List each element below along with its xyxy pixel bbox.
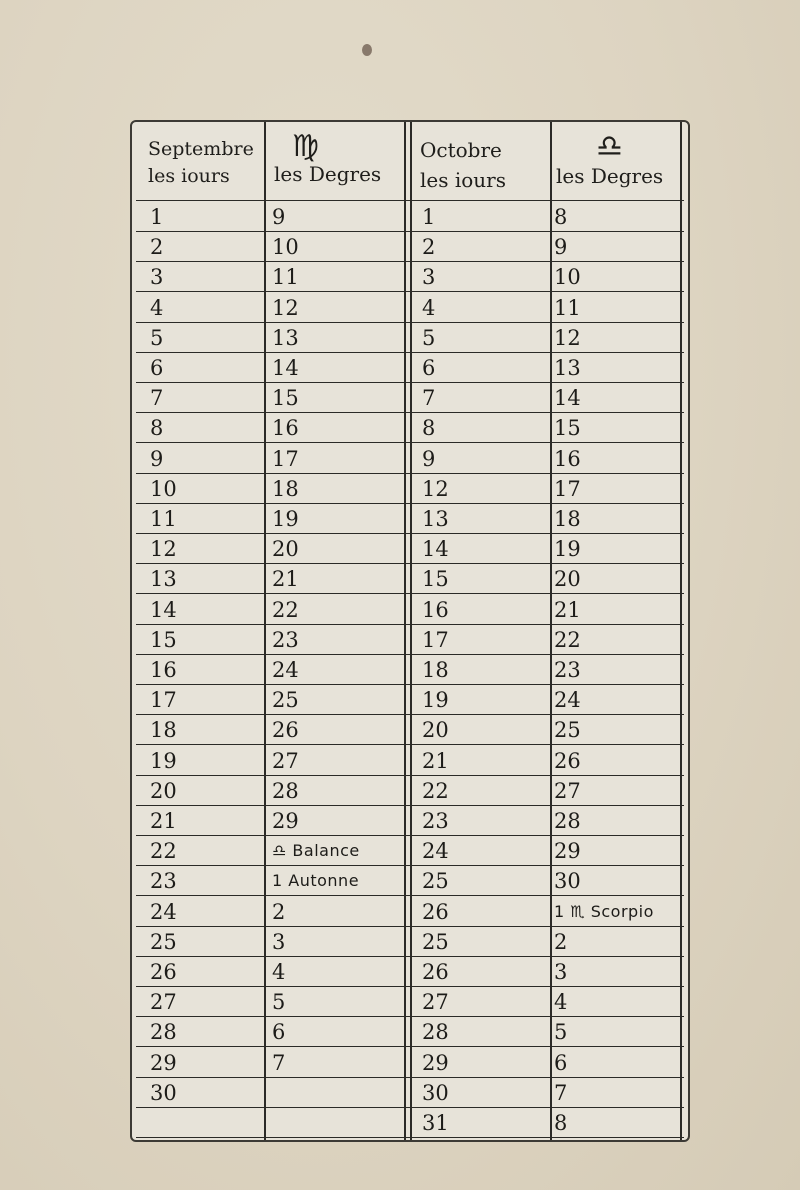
table-cell: 12 [554, 325, 581, 350]
table-cell: 21 [272, 567, 299, 592]
table-cell: 25 [554, 718, 581, 743]
table-row [136, 897, 684, 927]
table-cell: 17 [150, 688, 177, 713]
table-cell: 18 [150, 718, 177, 743]
table-cell: 13 [272, 325, 299, 350]
table-cell: 20 [554, 567, 581, 592]
table-cell: 28 [422, 1020, 449, 1045]
table-cell: 20 [272, 537, 299, 562]
header-virgo-degrees: ♍ les Degres [274, 129, 382, 186]
table-cell: 18 [554, 507, 581, 531]
table-cell: 2 [150, 235, 164, 260]
table-cell: 17 [554, 476, 581, 501]
table-cell: 19 [150, 748, 177, 773]
table-cell: 16 [150, 658, 177, 682]
table-row [136, 1078, 684, 1108]
table-row [136, 685, 684, 715]
table-cell: 22 [272, 597, 299, 622]
table-cell: 29 [272, 809, 299, 833]
table-cell: 10 [554, 265, 581, 290]
table-cell: 19 [554, 537, 581, 562]
table-cell: 25 [150, 929, 177, 954]
table-cell: 12 [150, 537, 177, 562]
table-cell: 14 [554, 386, 581, 411]
table-cell: 26 [272, 718, 299, 743]
table-cell: 3 [554, 960, 568, 984]
table-cell: 25 [422, 869, 449, 894]
table-cell: 2 [422, 235, 436, 260]
table-row [136, 836, 684, 866]
table-row [136, 927, 684, 957]
table-cell: 4 [554, 990, 568, 1015]
table-cell: 13 [554, 356, 581, 380]
table-cell: 14 [150, 597, 177, 622]
table-cell: 10 [272, 235, 299, 260]
table-cell: 25 [272, 688, 299, 713]
table-cell: 6 [150, 356, 164, 380]
header-september: Septembre les iours [148, 138, 254, 187]
table-cell: 15 [272, 386, 299, 411]
table-cell: 30 [422, 1080, 449, 1105]
table-cell: 25 [422, 929, 449, 954]
table-row [136, 534, 684, 564]
table-row [136, 1017, 684, 1047]
table-cell: 2 [554, 929, 568, 954]
table-cell: 22 [150, 839, 177, 864]
table-cell: 28 [150, 1020, 177, 1045]
ink-speck [362, 44, 372, 56]
table-cell: 6 [272, 1020, 286, 1045]
table-row [136, 444, 684, 474]
table-cell: 29 [554, 839, 581, 864]
table-cell: 11 [272, 265, 299, 290]
table-cell: 3 [150, 265, 164, 290]
table-row [136, 293, 684, 323]
table-cell: 29 [150, 1050, 177, 1075]
table-cell: 8 [554, 205, 568, 229]
table-cell: 23 [422, 809, 449, 833]
table-cell: 19 [272, 507, 299, 531]
table-cell: 30 [150, 1080, 177, 1105]
table-cell: 5 [272, 990, 286, 1015]
table-cell: 12 [422, 476, 449, 501]
table-cell: 24 [554, 688, 581, 713]
table-cell: 23 [272, 627, 299, 652]
table-cell: 5 [150, 325, 164, 350]
table-row [136, 987, 684, 1017]
table-cell: 29 [422, 1050, 449, 1075]
table-cell: 5 [554, 1020, 568, 1045]
table-cell: 23 [554, 658, 581, 682]
table-row [136, 655, 684, 685]
table-cell: 13 [422, 507, 449, 531]
table-cell: 7 [422, 386, 436, 411]
table-row [136, 262, 684, 292]
table-row [136, 564, 684, 594]
table-cell: 27 [272, 748, 299, 773]
table-cell: 18 [422, 658, 449, 682]
table-cell: 24 [422, 839, 449, 864]
table-cell: 4 [150, 295, 164, 320]
table-row [136, 202, 684, 232]
table-row [136, 504, 684, 534]
header-rule [136, 200, 684, 201]
table-row [136, 1048, 684, 1078]
table-cell: 1 [150, 205, 164, 229]
table-cell: 5 [422, 325, 436, 350]
table-cell: 21 [150, 809, 177, 833]
table-cell: 30 [554, 869, 581, 894]
table-cell: 26 [150, 960, 177, 984]
table-cell: 7 [150, 386, 164, 411]
table-cell: 1 ♏ Scorpio [554, 901, 654, 921]
calendar-table [130, 120, 690, 1142]
table-row [136, 353, 684, 383]
table-cell: 9 [554, 235, 568, 260]
table-row [136, 1108, 684, 1138]
table-cell: 10 [150, 476, 177, 501]
table-row [136, 595, 684, 625]
table-row [136, 776, 684, 806]
table-cell: 14 [272, 356, 299, 380]
table-cell: 26 [422, 899, 449, 924]
libra-icon: ♎ [596, 129, 623, 164]
table-cell: 27 [554, 778, 581, 803]
table-cell: 26 [554, 748, 581, 773]
table-cell: 12 [272, 295, 299, 320]
table-cell: 9 [150, 446, 164, 471]
table-cell: 24 [272, 658, 299, 682]
table-cell: 4 [422, 295, 436, 320]
table-cell: 7 [554, 1080, 568, 1105]
table-cell: ♎ Balance [272, 841, 360, 861]
table-row [136, 746, 684, 776]
table-cell: 22 [554, 627, 581, 652]
table-cell: 11 [150, 507, 177, 531]
table-cell: 21 [422, 748, 449, 773]
table-row [136, 625, 684, 655]
table-cell: 28 [554, 809, 581, 833]
table-cell: 16 [422, 597, 449, 622]
table-cell: 15 [150, 627, 177, 652]
table-cell: 1 Autonne [272, 871, 360, 891]
table-cell: 16 [554, 446, 581, 471]
table-row [136, 715, 684, 745]
table-cell: 14 [422, 537, 449, 562]
table-row [136, 474, 684, 504]
table-cell: 3 [422, 265, 436, 290]
table-cell: 11 [554, 295, 581, 320]
table-cell: 7 [272, 1050, 286, 1075]
table-cell: 16 [272, 416, 299, 441]
virgo-icon: ♍ [292, 129, 319, 164]
table-row [136, 232, 684, 262]
table-cell: 9 [272, 205, 286, 229]
table-row [136, 413, 684, 443]
table-cell: 28 [272, 778, 299, 803]
table-cell: 17 [272, 446, 299, 471]
table-cell: 20 [150, 778, 177, 803]
table-cell: 21 [554, 597, 581, 622]
table-row [136, 323, 684, 353]
table-cell: 17 [422, 627, 449, 652]
table-cell: 8 [150, 416, 164, 441]
table-row [136, 383, 684, 413]
table-cell: 9 [422, 446, 436, 471]
table-cell: 22 [422, 778, 449, 803]
table-cell: 15 [422, 567, 449, 592]
table-cell: 4 [272, 960, 286, 984]
table-cell: 31 [422, 1111, 449, 1135]
table-cell: 2 [272, 899, 286, 924]
table-cell: 8 [422, 416, 436, 441]
table-cell: 6 [422, 356, 436, 380]
table-row [136, 866, 684, 896]
table-row [136, 957, 684, 987]
table-cell: 3 [272, 929, 286, 954]
header-october: Octobre les iours [420, 138, 506, 192]
table-cell: 13 [150, 567, 177, 592]
table-cell: 15 [554, 416, 581, 441]
table-cell: 6 [554, 1050, 568, 1075]
table-cell: 1 [422, 205, 436, 229]
table-cell: 23 [150, 869, 177, 894]
header-libra-degrees: ♎ les Degres [556, 129, 664, 188]
table-cell: 26 [422, 960, 449, 984]
table-cell: 27 [150, 990, 177, 1015]
table-cell: 18 [272, 476, 299, 501]
table-cell: 20 [422, 718, 449, 743]
table-cell: 24 [150, 899, 177, 924]
table-row [136, 806, 684, 836]
table-cell: 27 [422, 990, 449, 1015]
table-cell: 19 [422, 688, 449, 713]
table-cell: 8 [554, 1111, 568, 1135]
